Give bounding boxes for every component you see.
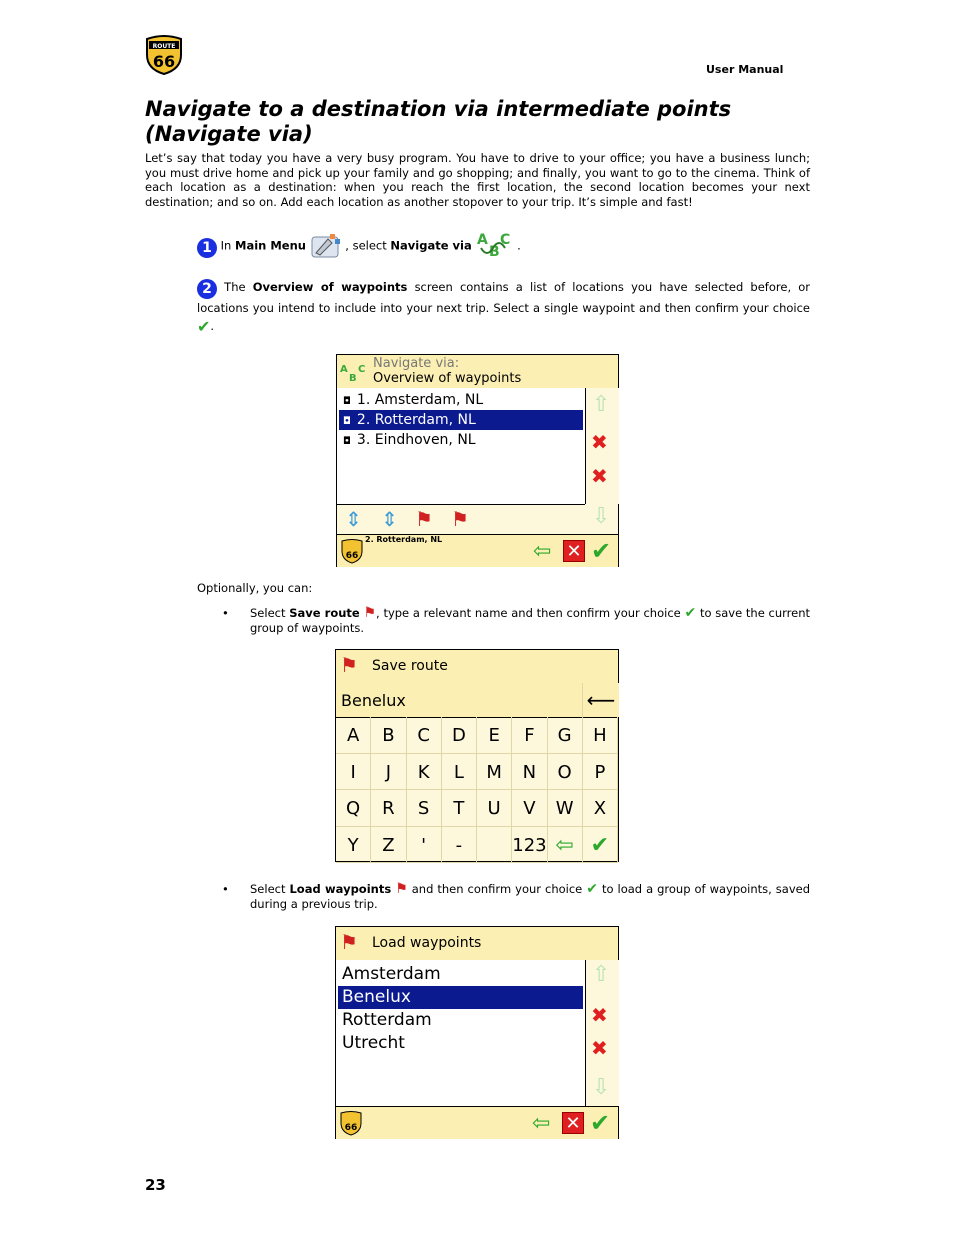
waypoint-label: 2. Rotterdam, NL (356, 412, 476, 428)
step1-text-mid: , select (345, 238, 387, 253)
key-p[interactable]: P (583, 754, 618, 791)
scroll-up-icon[interactable]: ⇧ (592, 392, 611, 417)
key-b[interactable]: B (371, 717, 406, 754)
waypoint-label: 1. Amsterdam, NL (356, 392, 484, 408)
bullet2-post: to load a group of waypoints, saved during a previous trip. (250, 882, 811, 911)
backspace-key[interactable]: ⟵ (582, 683, 619, 718)
key-dash[interactable]: - (442, 827, 477, 864)
bullet-dot: • (222, 882, 229, 896)
overview-waypoints-label: Overview of waypoints (252, 280, 408, 294)
list-item[interactable] (339, 390, 583, 410)
svg-text:C: C (500, 232, 511, 248)
move-down-icon[interactable]: ⇕ (381, 507, 398, 531)
bullet2-mid: and then confirm your choice (411, 882, 583, 896)
key-t[interactable]: T (442, 790, 477, 827)
bullet1-mid: , type a relevant name and then confirm your choice (376, 606, 681, 620)
svg-text:66: 66 (152, 52, 176, 71)
waypoint-label: 3. Eindhoven, NL (356, 432, 476, 448)
list-item[interactable] (339, 430, 583, 450)
key-l[interactable]: L (442, 754, 477, 791)
key-f[interactable]: F (512, 717, 547, 754)
delete-item-icon[interactable]: ✖ (591, 1003, 608, 1027)
list-item[interactable]: Rotterdam (342, 1010, 432, 1030)
keyboard (336, 717, 618, 863)
navigate-via-icon (475, 228, 513, 264)
key-z[interactable]: Z (371, 827, 406, 864)
route66-logo (143, 33, 185, 75)
step-number-2: 2 (197, 279, 217, 299)
save-route-label: Save route (289, 606, 360, 620)
load-waypoints-icon: ⚑ (340, 930, 358, 954)
step1-text-end: . (517, 238, 521, 253)
confirm-icon[interactable]: ✔ (591, 537, 612, 565)
back-key[interactable]: ⇦ (548, 827, 583, 864)
svg-text:B: B (349, 373, 357, 384)
save-route-icon: ⚑ (340, 653, 358, 677)
save-route-icon[interactable]: ⚑ (415, 507, 433, 531)
scroll-up-icon[interactable]: ⇧ (592, 962, 611, 987)
bullet-square-icon: ◘ (343, 396, 351, 407)
confirm-key[interactable]: ✔ (583, 827, 618, 864)
intro-paragraph: Let’s say that today you have a very busy program. You have to drive to your office; you have a business lunch; you must drive home and pick up your family and go shopping; and finally, you want to go to the cinema. Think of each location as a destination: when you reach the first location, the second location becomes your next destination; and so on. Add each location as another stopover to your trip. It’s simple and fast! (145, 151, 810, 209)
step2-text: screen contains a list of locations you have selected before, or locations you intend to include into your next trip. Select a single waypoint and then confirm your choice (197, 280, 811, 315)
bullet2-pre: Select (250, 882, 286, 896)
bullet1-post: to save the current group of waypoints. (250, 606, 811, 635)
screen-header (336, 927, 618, 961)
key-o[interactable]: O (548, 754, 583, 791)
waypoints-overview-screen (336, 354, 619, 567)
screen-header (337, 355, 618, 389)
main-menu-label: Main Menu (235, 238, 306, 253)
load-waypoints-icon: ⚑ (395, 881, 408, 897)
key-123[interactable]: 123 (512, 827, 547, 864)
step2-text-end: . (210, 319, 215, 333)
list-item[interactable]: Utrecht (342, 1033, 405, 1053)
back-icon[interactable]: ⇦ (532, 1111, 551, 1136)
step-number-1: 1 (197, 238, 217, 258)
saved-routes-list (336, 960, 585, 1106)
cancel-icon[interactable]: ✕ (562, 1112, 584, 1134)
navigate-via-icon (340, 360, 368, 384)
bullet-square-icon: ◘ (343, 436, 351, 447)
key-w[interactable]: W (548, 790, 583, 827)
delete-item-icon[interactable]: ✖ (591, 430, 608, 454)
route66-logo[interactable] (339, 1110, 363, 1136)
key-g[interactable]: G (548, 717, 583, 754)
key-n[interactable]: N (512, 754, 547, 791)
svg-text:A: A (477, 232, 489, 248)
list-item-selected[interactable] (339, 410, 583, 430)
list-item-selected[interactable]: Benelux (338, 986, 583, 1009)
key-q[interactable]: Q (336, 790, 371, 827)
blank-key (477, 827, 512, 864)
list-sidebar (585, 960, 619, 1106)
svg-text:66: 66 (344, 1123, 358, 1133)
svg-text:ROUTE: ROUTE (152, 43, 176, 50)
move-up-icon[interactable]: ⇕ (345, 507, 362, 531)
step1-text: In (220, 238, 232, 253)
load-waypoints-screen (335, 926, 619, 1139)
screen-title: Load waypoints (372, 935, 482, 951)
key-y[interactable]: Y (336, 827, 371, 864)
key-a[interactable]: A (336, 717, 371, 754)
svg-text:C: C (358, 364, 366, 375)
cancel-icon[interactable]: ✕ (563, 540, 585, 562)
bullet-load-waypoints (250, 882, 810, 911)
step-2 (197, 278, 810, 336)
key-x[interactable]: X (583, 790, 618, 827)
delete-all-icon[interactable]: ✖ (591, 464, 608, 488)
bullet-square-icon: ◘ (343, 416, 351, 427)
scroll-down-icon[interactable]: ⇩ (592, 1075, 611, 1100)
key-e[interactable]: E (477, 717, 512, 754)
action-toolbar (337, 504, 585, 535)
screen-title: Save route (372, 658, 448, 674)
delete-all-icon[interactable]: ✖ (591, 1036, 608, 1060)
key-apostrophe[interactable]: ' (407, 827, 442, 864)
key-m[interactable]: M (477, 754, 512, 791)
save-route-icon: ⚑ (363, 605, 377, 621)
confirm-check-icon: ✔ (586, 881, 598, 897)
key-v[interactable]: V (512, 790, 547, 827)
confirm-check-icon: ✔ (684, 605, 697, 621)
status-text: 2. Rotterdam, NL (365, 535, 443, 544)
key-i[interactable]: I (336, 754, 371, 791)
list-sidebar (585, 388, 619, 529)
load-waypoints-label: Load waypoints (289, 882, 392, 896)
key-d[interactable]: D (442, 717, 477, 754)
step2-text-pre: The (224, 280, 246, 294)
load-waypoints-icon[interactable]: ⚑ (451, 507, 469, 531)
list-item[interactable]: Amsterdam (342, 964, 441, 984)
navigate-via-label: Navigate via (390, 238, 472, 253)
name-input-value: Benelux (341, 691, 406, 710)
name-input[interactable] (336, 683, 582, 718)
screen-header (336, 650, 618, 684)
optional-text: Optionally, you can: (197, 581, 313, 595)
page-number: 23 (145, 1176, 166, 1194)
key-j[interactable]: J (371, 754, 406, 791)
route66-logo[interactable] (340, 538, 364, 564)
key-c[interactable]: C (407, 717, 442, 754)
key-r[interactable]: R (371, 790, 406, 827)
screen-footer (336, 1106, 618, 1139)
bullet1-pre: Select (250, 606, 286, 620)
step-1 (197, 228, 797, 264)
key-s[interactable]: S (407, 790, 442, 827)
confirm-check-icon: ✔ (197, 316, 211, 336)
main-menu-icon (310, 231, 342, 261)
svg-text:A: A (340, 364, 348, 375)
bullet-save-route (250, 606, 810, 635)
svg-text:66: 66 (345, 551, 359, 561)
document-header: User Manual (706, 63, 784, 76)
section-title: Navigate to a destination via intermediate points (Navigate via) (145, 97, 732, 146)
screen-subtitle: Navigate via: (373, 356, 460, 371)
back-icon[interactable]: ⇦ (533, 539, 552, 564)
waypoint-list (337, 388, 585, 504)
svg-text:B: B (489, 244, 501, 260)
confirm-icon[interactable]: ✔ (590, 1109, 611, 1137)
screen-footer (337, 534, 618, 567)
key-u[interactable]: U (477, 790, 512, 827)
key-h[interactable]: H (583, 717, 618, 754)
scroll-down-icon[interactable]: ⇩ (592, 504, 611, 529)
bullet-dot: • (222, 606, 229, 620)
screen-title: Overview of waypoints (373, 371, 522, 386)
key-k[interactable]: K (407, 754, 442, 791)
save-route-screen (335, 649, 619, 862)
